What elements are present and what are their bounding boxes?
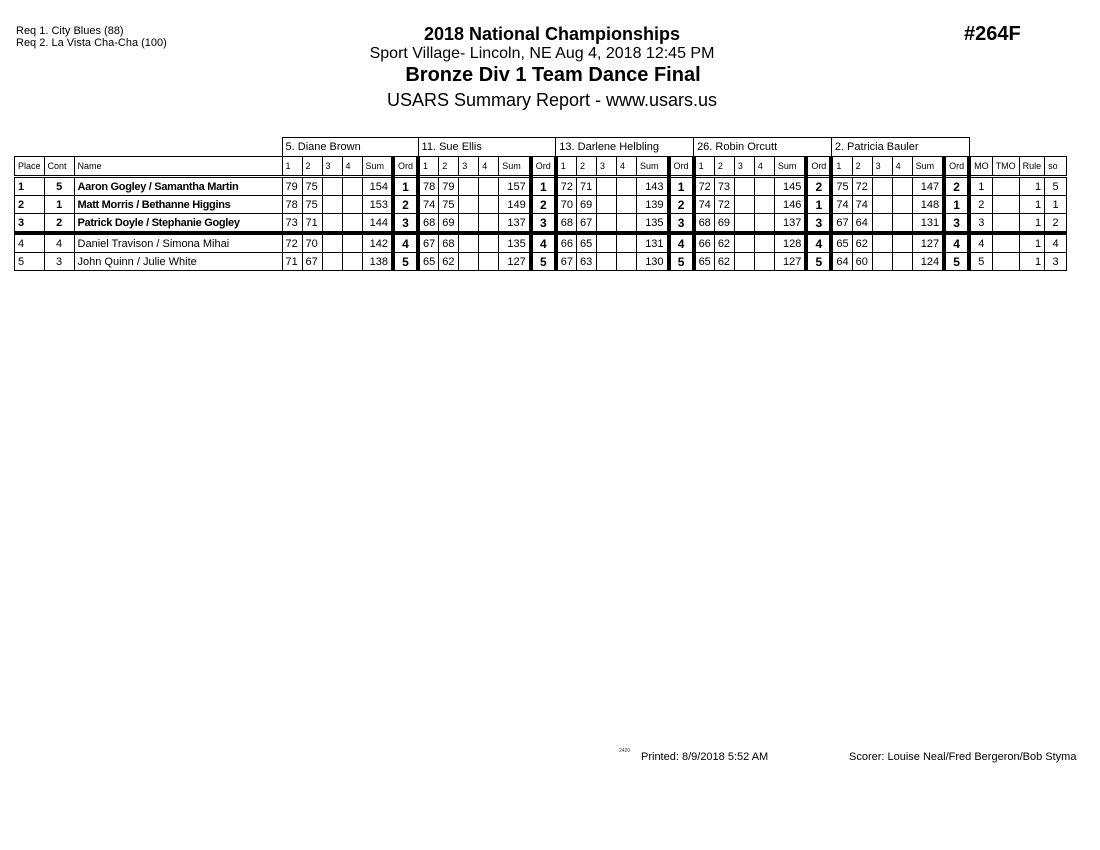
- event-title: Bronze Div 1 Team Dance Final: [405, 64, 701, 86]
- score-2-cell: 60: [852, 253, 872, 271]
- score-2-cell: 64: [852, 214, 872, 234]
- col-name: Name: [74, 157, 282, 177]
- score-4-cell: [892, 177, 912, 196]
- ord-cell: 3: [531, 214, 556, 234]
- score-4-cell: [342, 196, 362, 214]
- cont-cell: 2: [44, 214, 74, 234]
- name-cell: John Quinn / Julie White: [74, 253, 282, 271]
- tmo-cell: [992, 214, 1019, 234]
- place-cell: 1: [15, 177, 45, 196]
- score-2-cell: 65: [577, 233, 597, 253]
- col-ord: Ord: [531, 157, 556, 177]
- score-3-cell: [322, 233, 342, 253]
- score-3-cell: [734, 196, 754, 214]
- score-3-cell: [734, 253, 754, 271]
- mo-cell: 2: [969, 196, 992, 214]
- so-cell: 1: [1045, 196, 1067, 214]
- score-1-cell: 67: [418, 233, 439, 253]
- mo-cell: 3: [969, 214, 992, 234]
- score-4-cell: [754, 196, 774, 214]
- blank-cell: [969, 138, 1067, 157]
- place-cell: 3: [15, 214, 45, 234]
- ord-cell: 5: [806, 253, 831, 271]
- col-score-1: 1: [831, 157, 852, 177]
- score-2-cell: 71: [577, 177, 597, 196]
- col-score-2: 2: [577, 157, 597, 177]
- score-1-cell: 71: [282, 253, 302, 271]
- score-2-cell: 73: [714, 177, 734, 196]
- score-1-cell: 75: [831, 177, 852, 196]
- score-3-cell: [322, 177, 342, 196]
- col-score-3: 3: [734, 157, 754, 177]
- score-1-cell: 66: [694, 233, 715, 253]
- tmo-cell: [992, 253, 1019, 271]
- score-4-cell: [754, 177, 774, 196]
- score-2-cell: 62: [714, 253, 734, 271]
- ord-cell: 2: [806, 177, 831, 196]
- so-cell: 5: [1045, 177, 1067, 196]
- sum-cell: 135: [637, 214, 669, 234]
- rule-cell: 1: [1019, 253, 1045, 271]
- judge-header-row: [15, 138, 1067, 157]
- score-1-cell: 72: [694, 177, 715, 196]
- score-2-cell: 62: [852, 233, 872, 253]
- sum-cell: 137: [774, 214, 806, 234]
- col-sum: Sum: [499, 157, 531, 177]
- score-4-cell: [479, 253, 499, 271]
- judge-4: 26. Robin Orcutt: [694, 138, 832, 157]
- name-cell: Matt Morris / Bethanne Higgins: [74, 196, 282, 214]
- rule-cell: 1: [1019, 196, 1045, 214]
- score-2-cell: 69: [714, 214, 734, 234]
- score-3-cell: [597, 177, 617, 196]
- ord-cell: 4: [806, 233, 831, 253]
- ord-cell: 3: [393, 214, 418, 234]
- score-1-cell: 74: [694, 196, 715, 214]
- footer-code: 2420: [619, 748, 631, 754]
- ord-cell: 5: [669, 253, 694, 271]
- sum-cell: 124: [912, 253, 944, 271]
- col-score-4: 4: [342, 157, 362, 177]
- score-4-cell: [754, 253, 774, 271]
- score-3-cell: [734, 177, 754, 196]
- score-1-cell: 68: [418, 214, 439, 234]
- col-score-3: 3: [597, 157, 617, 177]
- score-2-cell: 75: [439, 196, 459, 214]
- score-1-cell: 74: [418, 196, 439, 214]
- ord-cell: 5: [531, 253, 556, 271]
- score-4-cell: [342, 253, 362, 271]
- ord-cell: 3: [806, 214, 831, 234]
- score-3-cell: [322, 214, 342, 234]
- ord-cell: 4: [531, 233, 556, 253]
- col-score-4: 4: [479, 157, 499, 177]
- cont-cell: 1: [44, 196, 74, 214]
- score-1-cell: 68: [556, 214, 577, 234]
- col-tmo: TMO: [992, 157, 1019, 177]
- ord-cell: 2: [669, 196, 694, 214]
- printed-date: Printed: 8/9/2018 5:52 AM: [641, 751, 769, 763]
- sum-cell: 147: [912, 177, 944, 196]
- score-4-cell: [617, 233, 637, 253]
- sum-cell: 149: [499, 196, 531, 214]
- score-1-cell: 65: [418, 253, 439, 271]
- score-3-cell: [872, 177, 892, 196]
- score-1-cell: 72: [556, 177, 577, 196]
- place-cell: 5: [15, 253, 45, 271]
- ord-cell: 5: [944, 253, 969, 271]
- score-3-cell: [734, 233, 754, 253]
- col-sum: Sum: [774, 157, 806, 177]
- tmo-cell: [992, 177, 1019, 196]
- col-score-1: 1: [418, 157, 439, 177]
- score-2-cell: 67: [577, 214, 597, 234]
- name-cell: Daniel Travison / Simona Mihai: [74, 233, 282, 253]
- score-1-cell: 66: [556, 233, 577, 253]
- score-4-cell: [892, 233, 912, 253]
- sum-cell: 148: [912, 196, 944, 214]
- score-2-cell: 62: [439, 253, 459, 271]
- score-1-cell: 67: [556, 253, 577, 271]
- results-table: [14, 137, 1067, 271]
- score-2-cell: 63: [577, 253, 597, 271]
- sum-cell: 154: [362, 177, 393, 196]
- sum-cell: 127: [499, 253, 531, 271]
- sum-cell: 128: [774, 233, 806, 253]
- report-title: USARS Summary Report - www.usars.us: [386, 90, 718, 110]
- rule-cell: 1: [1019, 233, 1045, 253]
- table-row: [15, 196, 1067, 214]
- col-mo: MO: [969, 157, 992, 177]
- col-score-2: 2: [852, 157, 872, 177]
- score-3-cell: [597, 196, 617, 214]
- col-score-3: 3: [872, 157, 892, 177]
- sum-cell: 157: [499, 177, 531, 196]
- score-1-cell: 64: [831, 253, 852, 271]
- cont-cell: 5: [44, 177, 74, 196]
- col-ord: Ord: [944, 157, 969, 177]
- score-3-cell: [459, 214, 479, 234]
- score-4-cell: [342, 214, 362, 234]
- score-2-cell: 69: [577, 196, 597, 214]
- request-line-1: Req 1. City Blues (88): [16, 25, 124, 37]
- ord-cell: 2: [531, 196, 556, 214]
- col-score-1: 1: [694, 157, 715, 177]
- score-1-cell: 72: [282, 233, 302, 253]
- sum-cell: 135: [499, 233, 531, 253]
- score-4-cell: [754, 233, 774, 253]
- sum-cell: 138: [362, 253, 393, 271]
- score-2-cell: 70: [302, 233, 322, 253]
- ord-cell: 3: [944, 214, 969, 234]
- col-score-2: 2: [439, 157, 459, 177]
- score-1-cell: 67: [831, 214, 852, 234]
- score-3-cell: [597, 233, 617, 253]
- col-score-4: 4: [892, 157, 912, 177]
- sum-cell: 127: [774, 253, 806, 271]
- col-score-4: 4: [617, 157, 637, 177]
- place-cell: 4: [15, 233, 45, 253]
- score-2-cell: 68: [439, 233, 459, 253]
- score-2-cell: 74: [852, 196, 872, 214]
- sum-cell: 131: [912, 214, 944, 234]
- score-2-cell: 75: [302, 196, 322, 214]
- ord-cell: 1: [393, 177, 418, 196]
- score-2-cell: 71: [302, 214, 322, 234]
- sum-cell: 144: [362, 214, 393, 234]
- score-3-cell: [597, 214, 617, 234]
- score-4-cell: [342, 233, 362, 253]
- col-ord: Ord: [669, 157, 694, 177]
- col-cont: Cont: [44, 157, 74, 177]
- col-score-4: 4: [754, 157, 774, 177]
- so-cell: 4: [1045, 233, 1067, 253]
- col-score-3: 3: [459, 157, 479, 177]
- so-cell: 3: [1045, 253, 1067, 271]
- blank-cell: [15, 138, 283, 157]
- score-1-cell: 74: [831, 196, 852, 214]
- ord-cell: 4: [669, 233, 694, 253]
- score-1-cell: 65: [694, 253, 715, 271]
- table-row: [15, 177, 1067, 196]
- score-4-cell: [892, 253, 912, 271]
- score-2-cell: 79: [439, 177, 459, 196]
- cont-cell: 4: [44, 233, 74, 253]
- cont-cell: 3: [44, 253, 74, 271]
- score-4-cell: [479, 214, 499, 234]
- request-line-2: Req 2. La Vista Cha-Cha (100): [16, 37, 167, 49]
- ord-cell: 2: [944, 177, 969, 196]
- ord-cell: 5: [393, 253, 418, 271]
- ord-cell: 1: [669, 177, 694, 196]
- score-3-cell: [872, 196, 892, 214]
- score-1-cell: 78: [282, 196, 302, 214]
- judge-3: 13. Darlene Helbling: [556, 138, 694, 157]
- score-2-cell: 72: [714, 196, 734, 214]
- ord-cell: 1: [806, 196, 831, 214]
- col-ord: Ord: [393, 157, 418, 177]
- sum-cell: 130: [637, 253, 669, 271]
- mo-cell: 4: [969, 233, 992, 253]
- col-score-1: 1: [282, 157, 302, 177]
- col-score-2: 2: [714, 157, 734, 177]
- score-1-cell: 79: [282, 177, 302, 196]
- ord-cell: 4: [944, 233, 969, 253]
- sum-cell: 143: [637, 177, 669, 196]
- score-2-cell: 67: [302, 253, 322, 271]
- score-2-cell: 62: [714, 233, 734, 253]
- sum-cell: 146: [774, 196, 806, 214]
- table-row: [15, 214, 1067, 234]
- score-4-cell: [617, 177, 637, 196]
- score-3-cell: [322, 196, 342, 214]
- col-score-1: 1: [556, 157, 577, 177]
- score-4-cell: [479, 196, 499, 214]
- score-4-cell: [617, 253, 637, 271]
- col-sum: Sum: [362, 157, 393, 177]
- mo-cell: 5: [969, 253, 992, 271]
- tmo-cell: [992, 233, 1019, 253]
- score-4-cell: [892, 196, 912, 214]
- score-3-cell: [322, 253, 342, 271]
- score-1-cell: 68: [694, 214, 715, 234]
- score-4-cell: [479, 177, 499, 196]
- judge-1: 5. Diane Brown: [282, 138, 418, 157]
- rule-cell: 1: [1019, 177, 1045, 196]
- score-1-cell: 73: [282, 214, 302, 234]
- col-so: so: [1045, 157, 1067, 177]
- event-number: #264F: [964, 23, 1021, 45]
- score-1-cell: 70: [556, 196, 577, 214]
- sum-cell: 142: [362, 233, 393, 253]
- col-score-3: 3: [322, 157, 342, 177]
- col-ord: Ord: [806, 157, 831, 177]
- rule-cell: 1: [1019, 214, 1045, 234]
- score-4-cell: [479, 233, 499, 253]
- score-3-cell: [597, 253, 617, 271]
- score-3-cell: [872, 253, 892, 271]
- competition-title: 2018 National Championships: [423, 24, 681, 44]
- col-score-2: 2: [302, 157, 322, 177]
- sum-cell: 153: [362, 196, 393, 214]
- col-rule: Rule: [1019, 157, 1045, 177]
- col-sum: Sum: [637, 157, 669, 177]
- ord-cell: 2: [393, 196, 418, 214]
- score-3-cell: [459, 196, 479, 214]
- so-cell: 2: [1045, 214, 1067, 234]
- score-4-cell: [892, 214, 912, 234]
- score-3-cell: [459, 233, 479, 253]
- column-header-row: [15, 157, 1067, 177]
- sum-cell: 139: [637, 196, 669, 214]
- ord-cell: 3: [669, 214, 694, 234]
- name-cell: Patrick Doyle / Stephanie Gogley: [74, 214, 282, 234]
- judge-2: 11. Sue Ellis: [418, 138, 556, 157]
- score-2-cell: 72: [852, 177, 872, 196]
- sum-cell: 145: [774, 177, 806, 196]
- score-2-cell: 75: [302, 177, 322, 196]
- score-4-cell: [617, 196, 637, 214]
- ord-cell: 4: [393, 233, 418, 253]
- score-1-cell: 65: [831, 233, 852, 253]
- score-4-cell: [754, 214, 774, 234]
- tmo-cell: [992, 196, 1019, 214]
- score-3-cell: [459, 177, 479, 196]
- ord-cell: 1: [531, 177, 556, 196]
- score-4-cell: [617, 214, 637, 234]
- venue-datetime: Sport Village- Lincoln, NE Aug 4, 2018 12:45 PM: [369, 45, 715, 62]
- judge-5: 2. Patricia Bauler: [831, 138, 969, 157]
- score-1-cell: 78: [418, 177, 439, 196]
- place-cell: 2: [15, 196, 45, 214]
- table-row: [15, 233, 1067, 253]
- name-cell: Aaron Gogley / Samantha Martin: [74, 177, 282, 196]
- table-row: [15, 253, 1067, 271]
- sum-cell: 127: [912, 233, 944, 253]
- score-3-cell: [459, 253, 479, 271]
- score-3-cell: [872, 233, 892, 253]
- sum-cell: 137: [499, 214, 531, 234]
- score-3-cell: [872, 214, 892, 234]
- sum-cell: 131: [637, 233, 669, 253]
- ord-cell: 1: [944, 196, 969, 214]
- mo-cell: 1: [969, 177, 992, 196]
- score-2-cell: 69: [439, 214, 459, 234]
- score-4-cell: [342, 177, 362, 196]
- col-place: Place: [15, 157, 45, 177]
- scorer-names: Scorer: Louise Neal/Fred Bergeron/Bob Styma: [849, 751, 1077, 763]
- score-3-cell: [734, 214, 754, 234]
- col-sum: Sum: [912, 157, 944, 177]
